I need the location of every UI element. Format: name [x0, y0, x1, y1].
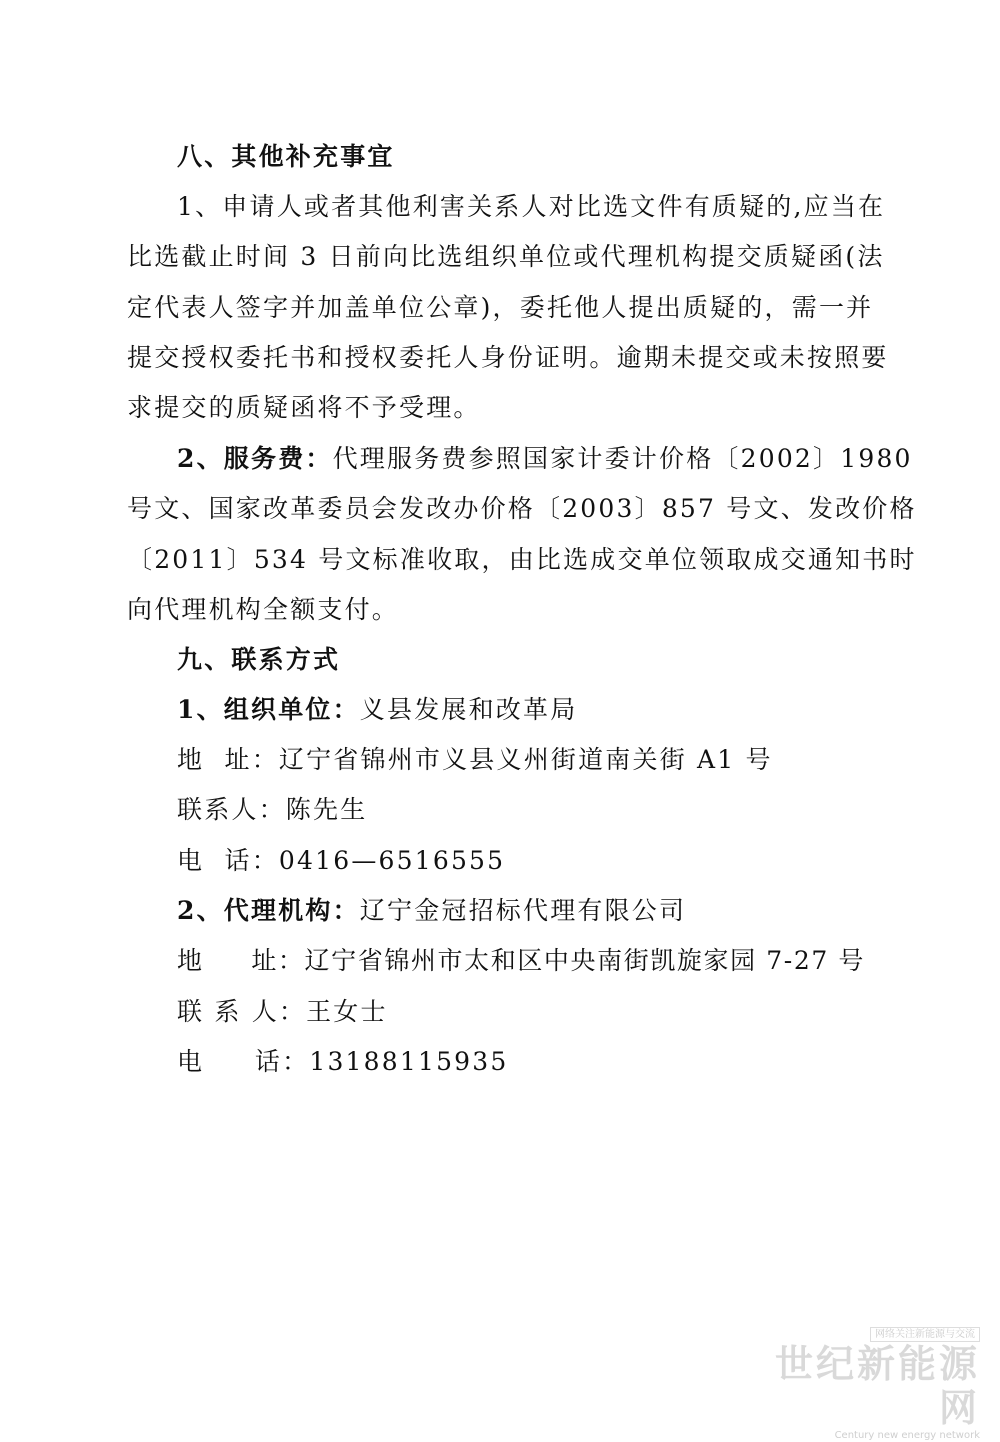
org-contact: 联系人：陈先生	[177, 795, 368, 824]
section-8-item-1-line-3: 定代表人签字并加盖单位公章)，委托他人提出质疑的，需一并	[127, 293, 874, 322]
section-8-heading: 八、其他补充事宜	[177, 142, 395, 171]
org-phone: 电 话：0416—6516555	[177, 846, 506, 875]
agent-label: 2、代理机构：	[177, 896, 360, 925]
section-9-heading: 九、联系方式	[177, 645, 341, 674]
org-address: 地 址：辽宁省锦州市义县义州街道南关街 A1 号	[177, 745, 773, 774]
agent-value: 辽宁金冠招标代理有限公司	[359, 896, 687, 925]
section-8-item-2-line-1	[177, 442, 937, 476]
service-fee-label: 2、服务费：	[177, 444, 333, 473]
section-8-item-2-line-4: 向代理机构全额支付。	[127, 595, 400, 624]
section-8-item-1-line-5: 求提交的质疑函将不予受理。	[127, 393, 481, 422]
org-line	[177, 693, 937, 727]
agent-phone: 电 话：13188115935	[177, 1047, 509, 1076]
agent-line	[177, 894, 937, 928]
agent-address: 地 址：辽宁省锦州市太和区中央南街凯旋家园 7-27 号	[177, 946, 865, 975]
section-8-item-1-line-1: 1、申请人或者其他利害关系人对比选文件有质疑的,应当在	[177, 192, 886, 221]
watermark-top: 网络关注新能源与交流	[870, 1327, 980, 1342]
org-label: 1、组织单位：	[177, 695, 360, 724]
watermark	[750, 1322, 980, 1441]
watermark-logo-text: 世纪新能源网	[774, 1341, 980, 1430]
service-fee-text: 代理服务费参照国家计委计价格〔2002〕1980	[332, 444, 913, 473]
section-8-item-2-line-3: 〔2011〕534 号文标准收取，由比选成交单位领取成交通知书时	[127, 545, 917, 574]
watermark-subtitle: Century new energy network	[834, 1430, 980, 1441]
section-8-item-1-line-2: 比选截止时间 3 日前向比选组织单位或代理机构提交质疑函(法	[127, 242, 885, 271]
section-8-item-2-line-2: 号文、国家改革委员会发改办价格〔2003〕857 号文、发改价格	[127, 494, 917, 523]
section-8-item-1-line-4: 提交授权委托书和授权委托人身份证明。逾期未提交或未按照要	[127, 343, 889, 372]
org-value: 义县发展和改革局	[359, 695, 578, 724]
agent-contact: 联 系 人：王女士	[177, 997, 388, 1026]
